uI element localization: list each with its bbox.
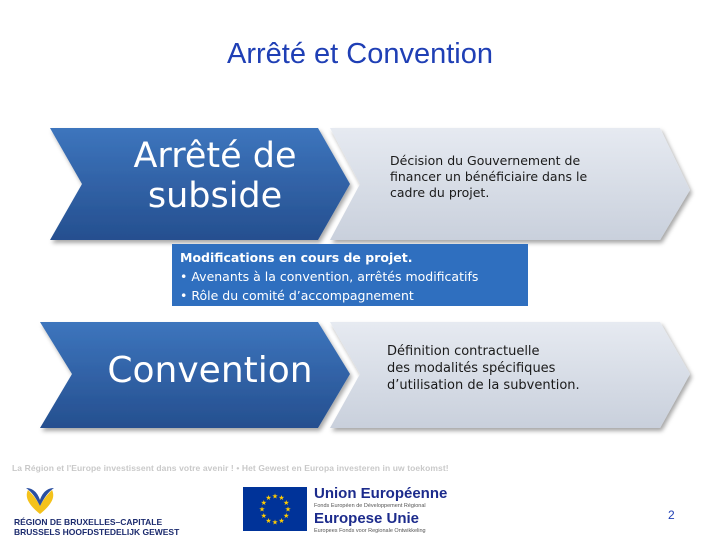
region-name-nl: BRUSSELS HOOFDSTEDELIJK GEWEST	[14, 527, 180, 537]
row1-label-line2: subside	[147, 176, 283, 217]
eu-name-nl: Europese Unie	[314, 510, 420, 527]
brussels-iris-logo	[16, 484, 64, 516]
row2-description	[387, 343, 580, 394]
row2-desc-line2: des modalités spécifiques	[387, 361, 556, 376]
eu-name-fr: Union Européenne	[314, 485, 448, 502]
row1-desc-line1: Décision du Gouvernement de	[390, 153, 581, 168]
eu-star: ★	[265, 495, 272, 503]
row1-label	[110, 136, 320, 217]
eu-star: ★	[278, 495, 285, 503]
eu-fund-fr: Fonds Européen de Développement Régional	[314, 503, 426, 509]
row2-desc-line3: d’utilisation de la subvention.	[387, 378, 580, 393]
eu-star: ★	[284, 506, 292, 514]
region-name	[14, 517, 179, 537]
eu-star: ★	[271, 493, 279, 501]
page-number: 2	[668, 508, 675, 522]
footer-tagline: La Région et l'Europe investissent dans votre avenir ! • Het Gewest en Europa investeren in uw toekomst!	[12, 463, 449, 473]
modifications-box	[172, 244, 528, 306]
modifications-heading: Modifications en cours de projet.	[180, 250, 413, 265]
row1-desc-line3: cadre du projet.	[390, 185, 490, 200]
eu-star: ★	[271, 519, 279, 527]
modifications-bullet-1: • Avenants à la convention, arrêtés modificatifs	[180, 269, 479, 284]
row1-description	[390, 153, 587, 201]
eu-star: ★	[260, 500, 267, 507]
eu-star: ★	[278, 517, 285, 525]
region-name-fr: RÉGION DE BRUXELLES–CAPITALE	[14, 517, 163, 527]
eu-star: ★	[265, 517, 272, 525]
row2-desc-line1: Définition contractuelle	[387, 344, 540, 359]
eu-star: ★	[283, 513, 290, 520]
eu-star: ★	[258, 506, 266, 514]
eu-flag-icon	[243, 487, 307, 531]
row2-label: Convention	[107, 350, 313, 391]
row1-label-line1: Arrêté de	[133, 136, 297, 176]
eu-star: ★	[283, 500, 290, 507]
modifications-bullet-2: • Rôle du comité d’accompagnement	[180, 288, 414, 303]
eu-star: ★	[260, 513, 267, 520]
eu-fund-nl: Europees Fonds voor Regionale Ontwikkeling	[314, 528, 426, 534]
slide-title: Arrêté et Convention	[227, 38, 493, 70]
row1-desc-line2: financer un bénéficiaire dans le	[390, 169, 588, 184]
